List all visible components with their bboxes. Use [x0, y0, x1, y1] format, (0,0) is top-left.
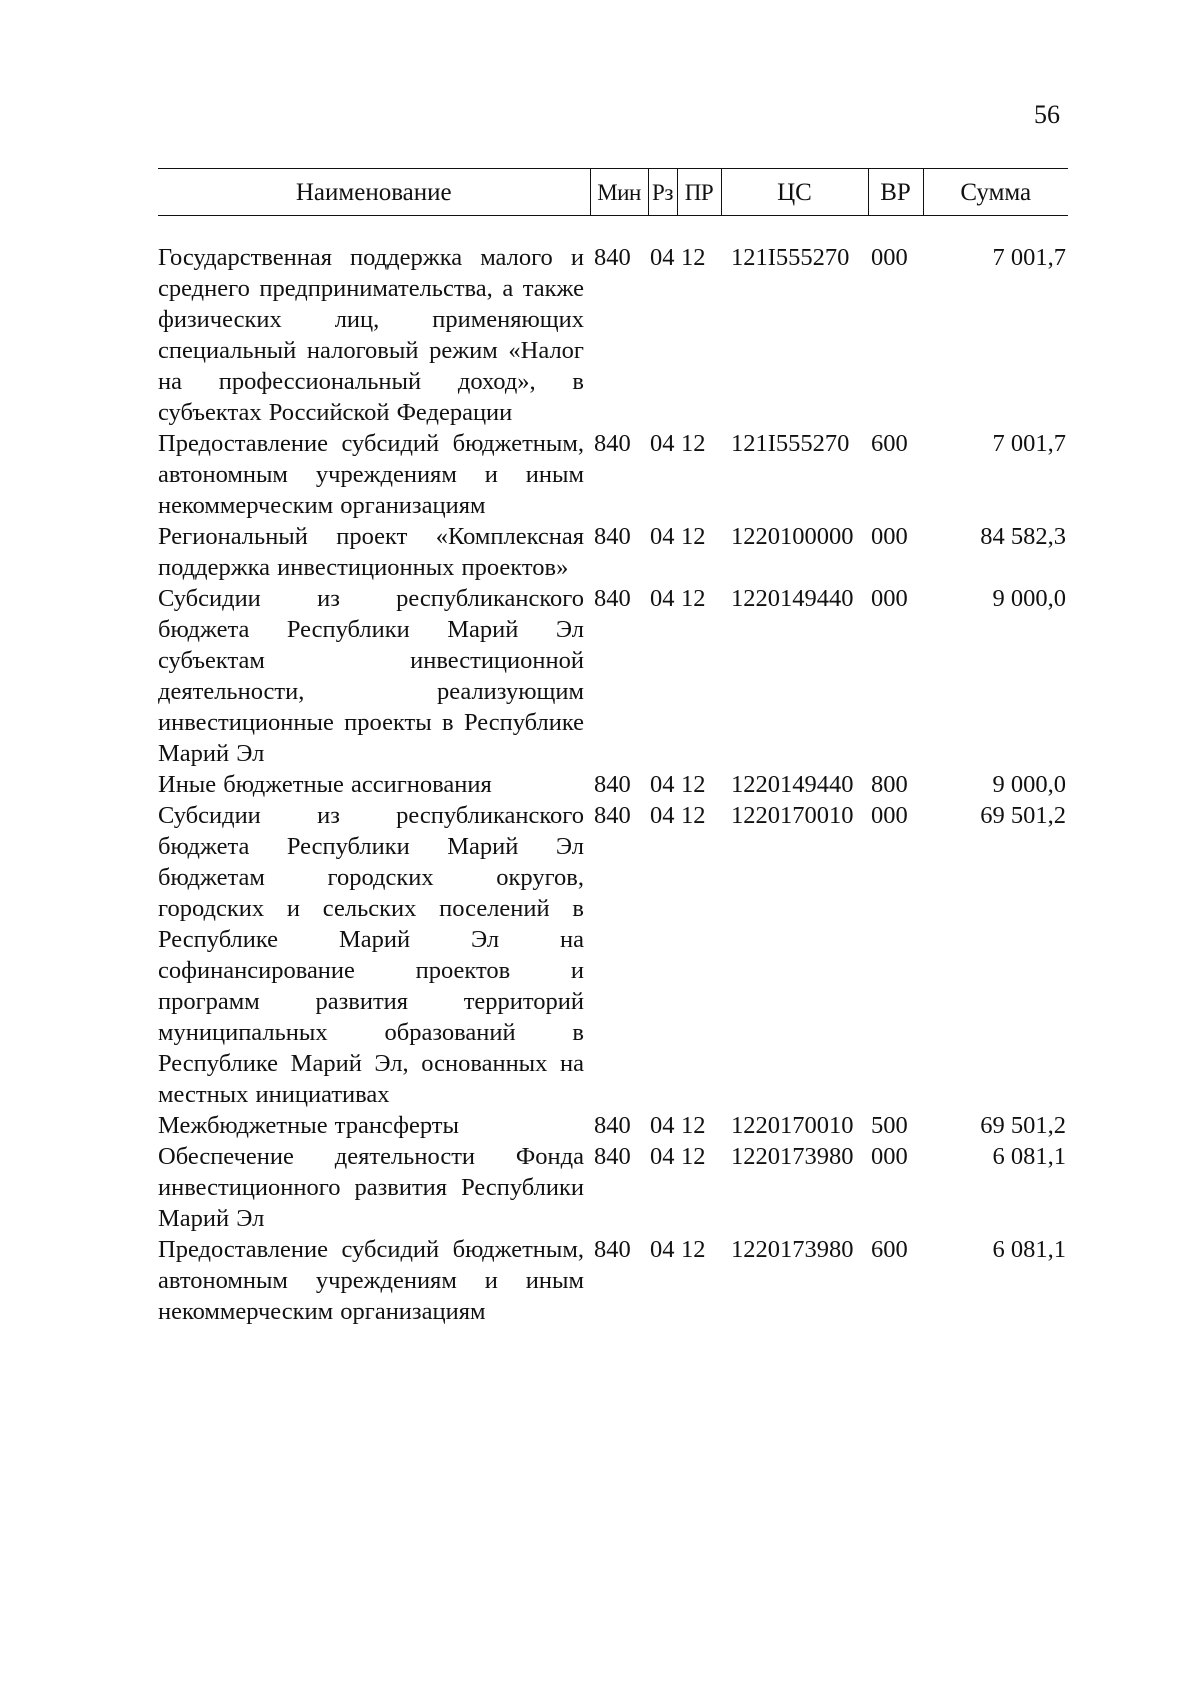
row-vr: 000 — [871, 802, 908, 829]
row-pr: 12 — [681, 1143, 706, 1170]
row-min: 840 — [594, 1143, 631, 1170]
row-rz: 04 — [650, 585, 675, 612]
header-cs: ЦС — [721, 169, 868, 216]
row-min: 840 — [594, 523, 631, 550]
row-pr: 12 — [681, 523, 706, 550]
row-name: Региональный проект «Комплексная поддержка инвестиционных проектов» — [158, 523, 584, 581]
page-number: 56 — [1034, 100, 1060, 129]
row-sum: 9 000,0 — [992, 585, 1066, 612]
table-row — [158, 1141, 1068, 1234]
row-pr: 12 — [681, 430, 706, 457]
row-min: 840 — [594, 1236, 631, 1263]
row-vr: 000 — [871, 1143, 908, 1170]
table-row — [158, 583, 1068, 769]
row-name: Предоставление субсидий бюджетным, автономным учреждениям и иным некоммерческим организациям — [158, 430, 584, 519]
row-rz: 04 — [650, 1236, 675, 1263]
header-spacer — [158, 216, 1068, 243]
row-rz: 04 — [650, 244, 675, 271]
row-min: 840 — [594, 585, 631, 612]
row-name: Субсидии из республиканского бюджета Республики Марий Эл субъектам инвестиционной деятельности, реализующим инвестиционные проекты в Республике Марий Эл — [158, 585, 584, 767]
header-min: Мин — [590, 169, 648, 216]
table-row — [158, 1234, 1068, 1327]
row-vr: 800 — [871, 771, 908, 798]
row-cs: 1220149440 — [731, 585, 854, 612]
row-sum: 69 501,2 — [980, 802, 1066, 829]
row-sum: 84 582,3 — [980, 523, 1066, 550]
table-header — [158, 169, 1068, 216]
row-sum: 69 501,2 — [980, 1112, 1066, 1139]
row-min: 840 — [594, 802, 631, 829]
table-row — [158, 769, 1068, 800]
row-sum: 7 001,7 — [992, 244, 1066, 271]
row-min: 840 — [594, 430, 631, 457]
row-vr: 000 — [871, 523, 908, 550]
row-pr: 12 — [681, 1236, 706, 1263]
header-rz: Рз — [648, 169, 677, 216]
table-row — [158, 428, 1068, 521]
header-vr: ВР — [868, 169, 923, 216]
row-vr: 600 — [871, 1236, 908, 1263]
row-rz: 04 — [650, 523, 675, 550]
row-name: Межбюджетные трансферты — [158, 1112, 459, 1139]
row-name: Государственная поддержка малого и среднего предпринимательства, а также физических лиц, применяющих специальный налоговый режим «Налог на профессиональный доход», в субъектах Российской Федерации — [158, 244, 584, 426]
row-cs: 1220170010 — [731, 802, 854, 829]
row-rz: 04 — [650, 430, 675, 457]
row-cs: 1220173980 — [731, 1236, 854, 1263]
row-vr: 500 — [871, 1112, 908, 1139]
row-cs: 1220173980 — [731, 1143, 854, 1170]
row-min: 840 — [594, 1112, 631, 1139]
row-pr: 12 — [681, 244, 706, 271]
row-vr: 000 — [871, 244, 908, 271]
row-pr: 12 — [681, 1112, 706, 1139]
row-rz: 04 — [650, 771, 675, 798]
row-vr: 600 — [871, 430, 908, 457]
budget-table — [158, 168, 1068, 1327]
row-min: 840 — [594, 771, 631, 798]
row-rz: 04 — [650, 1143, 675, 1170]
row-rz: 04 — [650, 1112, 675, 1139]
row-name: Предоставление субсидий бюджетным, автономным учреждениям и иным некоммерческим организациям — [158, 1236, 584, 1325]
table-row — [158, 800, 1068, 1110]
table-row — [158, 242, 1068, 428]
row-pr: 12 — [681, 585, 706, 612]
row-pr: 12 — [681, 802, 706, 829]
row-name: Иные бюджетные ассигнования — [158, 771, 492, 798]
row-vr: 000 — [871, 585, 908, 612]
row-sum: 9 000,0 — [992, 771, 1066, 798]
table-body — [158, 216, 1068, 1328]
row-name: Обеспечение деятельности Фонда инвестиционного развития Республики Марий Эл — [158, 1143, 584, 1232]
header-sum: Сумма — [923, 169, 1068, 216]
row-pr: 12 — [681, 771, 706, 798]
row-name: Субсидии из республиканского бюджета Республики Марий Эл бюджетам городских округов, городских и сельских поселений в Республике Марий Эл на софинансирование проектов и программ развития территорий муниципальных образований в Республике Марий Эл, основанных на местных инициативах — [158, 802, 584, 1108]
row-cs: 1220100000 — [731, 523, 854, 550]
table-row — [158, 1110, 1068, 1141]
row-min: 840 — [594, 244, 631, 271]
row-sum: 6 081,1 — [992, 1143, 1066, 1170]
row-sum: 6 081,1 — [992, 1236, 1066, 1263]
header-name: Наименование — [158, 169, 590, 216]
row-cs: 1220170010 — [731, 1112, 854, 1139]
row-cs: 121I555270 — [731, 430, 850, 457]
table-row — [158, 521, 1068, 583]
row-rz: 04 — [650, 802, 675, 829]
header-pr: ПР — [677, 169, 721, 216]
row-cs: 121I555270 — [731, 244, 850, 271]
row-sum: 7 001,7 — [992, 430, 1066, 457]
row-cs: 1220149440 — [731, 771, 854, 798]
